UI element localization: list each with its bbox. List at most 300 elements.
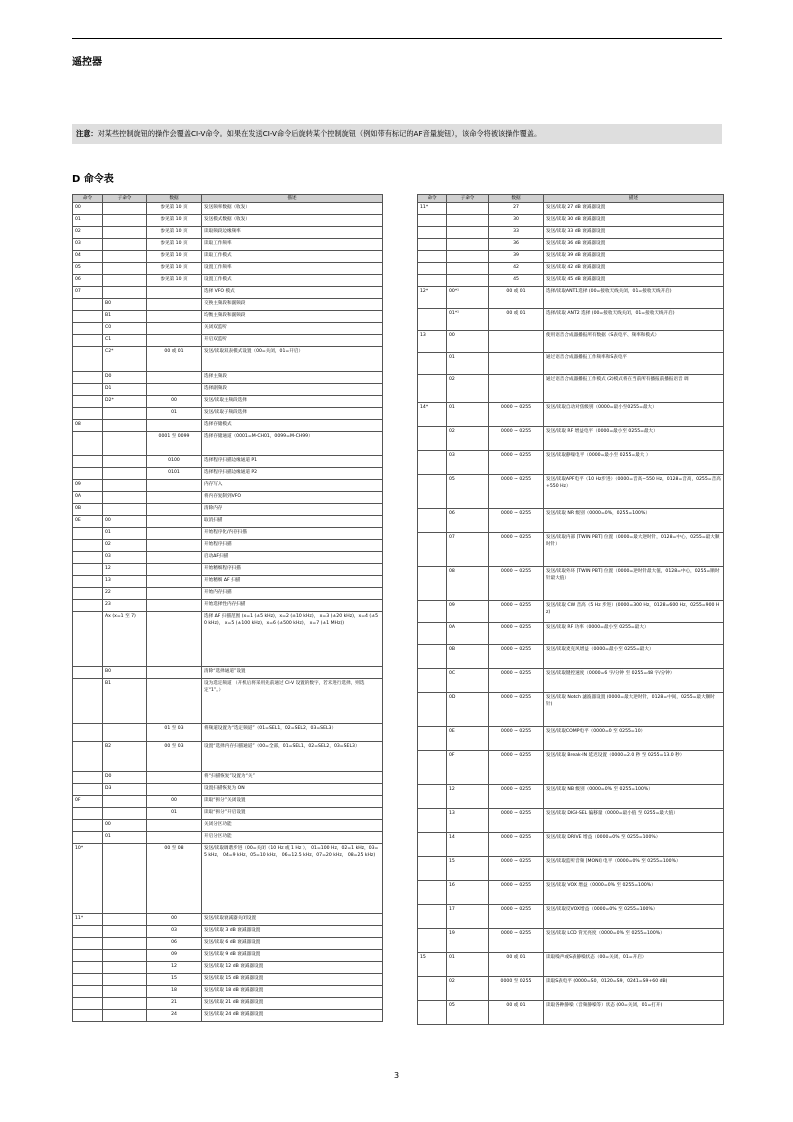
cell-data [147, 600, 202, 612]
cell-data: 0000 至 0255 [489, 977, 544, 1001]
cell-desc: 设置工作频率 [202, 263, 383, 275]
table-row [418, 645, 724, 669]
cell-desc: 交换主频段和副频段 [202, 299, 383, 311]
table-row [418, 809, 724, 833]
cell-desc: 发送模式数据（收发） [202, 215, 383, 227]
table-row [73, 372, 383, 384]
cell-cmd [73, 347, 103, 372]
cell-desc: 开启分区功能 [202, 832, 383, 844]
cell-cmd [73, 938, 103, 950]
cell-data [147, 820, 202, 832]
cell-data [147, 420, 202, 432]
cell-sub [447, 263, 489, 275]
cell-desc: 发送/读取 15 dB 衰减器设置 [202, 974, 383, 986]
cell-cmd: 04 [73, 251, 103, 263]
table-row [73, 227, 383, 239]
cell-data [147, 552, 202, 564]
cell-data: 参见第 10 页 [147, 239, 202, 251]
header-rule [72, 38, 722, 39]
table-row [73, 396, 383, 408]
cell-desc: 发送/读取 RF 功率（0000=最小至 0255=最大） [544, 623, 724, 645]
cell-data: 0000 ~ 0255 [489, 833, 544, 857]
cell-sub [103, 203, 147, 215]
cell-sub [103, 420, 147, 432]
cell-sub [103, 215, 147, 227]
cell-cmd [73, 820, 103, 832]
table-body-right [418, 203, 724, 1025]
cell-data: 0000 ~ 0255 [489, 451, 544, 475]
cell-sub: 01 [103, 528, 147, 540]
cell-cmd: 11* [418, 203, 447, 215]
cell-cmd [73, 962, 103, 974]
cell-data: 0000 ~ 0255 [489, 727, 544, 751]
cell-desc: 清除“选择通道”设置 [202, 667, 383, 679]
table-row [73, 1010, 383, 1022]
cell-sub [103, 950, 147, 962]
cell-cmd [418, 785, 447, 809]
cell-desc: 发送/读取 21 dB 衰减器设置 [202, 998, 383, 1010]
table-row [73, 299, 383, 311]
table-row [73, 287, 383, 299]
cell-data: 0000 ~ 0255 [489, 475, 544, 509]
cell-cmd [73, 372, 103, 384]
cell-data: 18 [147, 986, 202, 998]
note-label: 注意： [76, 129, 98, 138]
table-row [418, 215, 724, 227]
cell-desc: 发送/读取 18 dB 衰减器设置 [202, 986, 383, 998]
cell-cmd [418, 669, 447, 693]
cell-desc: 发送/读取APF电平（10 Hz步进）（0000=音高−550 Hz，0128=音高，0255=音高+550 Hz） [544, 475, 724, 509]
cell-data [147, 576, 202, 588]
col-header-desc: 描述 [544, 195, 724, 203]
table-row [73, 914, 383, 926]
cell-desc: 读取各种静噪（音频静噪等）状态 (00=关闭，01=打开) [544, 1001, 724, 1025]
cell-desc: 发送/读取内部 [TWIN PBT] 位置（0000=最大逆时针，0128=中心，0255=最大顺时针） [544, 533, 724, 567]
cell-desc: 通过语音合成器播报工作模式 (2)模式将在当前所有播报前播报语音 调 [544, 375, 724, 403]
cell-sub [103, 808, 147, 820]
table-row [73, 335, 383, 347]
cell-cmd: 12* [418, 287, 447, 309]
cell-cmd [73, 784, 103, 796]
cell-cmd [418, 809, 447, 833]
cell-sub: 00 [103, 516, 147, 528]
table-row [418, 309, 724, 331]
cell-sub: 08 [447, 567, 489, 601]
cell-desc: 发送/读取自动对焦级别（0000=最小至0255=最大） [544, 403, 724, 427]
cell-data: 01 [147, 808, 202, 820]
page-number: 3 [393, 1071, 400, 1080]
cell-cmd [418, 567, 447, 601]
cell-sub [103, 456, 147, 468]
cell-data [147, 299, 202, 311]
cell-desc: 开始内存扫描 [202, 588, 383, 600]
cell-cmd [418, 275, 447, 287]
table-row [418, 509, 724, 533]
cell-sub: B1 [103, 679, 147, 724]
cell-desc: 开始程序扫描 [202, 540, 383, 552]
cell-sub [103, 227, 147, 239]
cell-desc: 发送/读取 DIGI-SEL 偏移量（0000=最小值 至 0255=最大值） [544, 809, 724, 833]
table-row [418, 287, 724, 309]
cell-cmd [418, 929, 447, 953]
cell-cmd [73, 679, 103, 724]
cell-cmd [73, 832, 103, 844]
col-header-sub: 子命令 [447, 195, 489, 203]
cell-desc: 读取“拆分”关闭设置 [202, 796, 383, 808]
cell-cmd: 0E [73, 516, 103, 528]
cell-desc: 发送/读取 45 dB 衰减器设置 [544, 275, 724, 287]
page-header: 遥控器 [72, 57, 102, 68]
cell-desc: 设置扫描恢复为 ON [202, 784, 383, 796]
cell-data: 33 [489, 227, 544, 239]
cell-sub [103, 504, 147, 516]
table-row [73, 600, 383, 612]
table-row [73, 667, 383, 679]
cell-sub [103, 926, 147, 938]
cell-cmd [73, 926, 103, 938]
cell-cmd [73, 335, 103, 347]
cell-data [147, 323, 202, 335]
cell-sub: B0 [103, 299, 147, 311]
cell-desc: 发送/读取 42 dB 衰减器设置 [544, 263, 724, 275]
table-row [73, 986, 383, 998]
table-row [73, 564, 383, 576]
cell-sub: 16 [447, 881, 489, 905]
cell-cmd [418, 623, 447, 645]
table-row [418, 623, 724, 645]
cell-desc: 发送/读取 24 dB 衰减器设置 [202, 1010, 383, 1022]
cell-data [147, 372, 202, 384]
table-row [73, 552, 383, 564]
cell-desc: 发送/读取衰减器关闭设置 [202, 914, 383, 926]
cell-sub: 00 [447, 331, 489, 353]
cell-cmd [418, 533, 447, 567]
cell-cmd [73, 564, 103, 576]
cell-sub [103, 263, 147, 275]
table-row [418, 203, 724, 215]
cell-cmd [73, 540, 103, 552]
table-row [418, 693, 724, 727]
cell-cmd [73, 1010, 103, 1022]
cell-data: 21 [147, 998, 202, 1010]
cell-desc: 开始程序化/内存扫描 [202, 528, 383, 540]
cell-desc: 发送/读取 NB 级别（0000=0% 至 0255=100%） [544, 785, 724, 809]
cell-data: 00 [147, 796, 202, 808]
cell-data [147, 335, 202, 347]
cell-sub: D1 [103, 384, 147, 396]
cell-cmd: 0B [73, 504, 103, 516]
cell-sub: 01 [447, 403, 489, 427]
cell-sub: 00 [103, 820, 147, 832]
cell-data: 0001 至 0099 [147, 432, 202, 456]
cell-sub [447, 203, 489, 215]
cell-sub [103, 468, 147, 480]
cell-desc: 发送/读取静噪电平（0000=最小至 0255=最大 ） [544, 451, 724, 475]
table-row [73, 742, 383, 772]
cell-sub: D2* [103, 396, 147, 408]
cell-desc: 发送/读取主频段选择 [202, 396, 383, 408]
cell-data [147, 492, 202, 504]
table-row [418, 275, 724, 287]
cell-desc: 选择 VFO 模式 [202, 287, 383, 299]
cell-desc: 发送/读取反VOX增益（0000=0% 至 0255=100%） [544, 905, 724, 929]
cell-desc: 将“扫描恢复”设置为“关” [202, 772, 383, 784]
cell-sub [103, 724, 147, 742]
cell-desc: 发送/读取 27 dB 衰减器设置 [544, 203, 724, 215]
section-title: D 命令表 [72, 174, 114, 185]
cell-data: 00 或 01 [489, 309, 544, 331]
cell-sub: B1 [103, 311, 147, 323]
cell-cmd [418, 751, 447, 785]
cell-sub: 0B [447, 645, 489, 669]
cell-data: 01 至 03 [147, 724, 202, 742]
cell-sub: 0F [447, 751, 489, 785]
cell-sub [103, 251, 147, 263]
cell-data: 12 [147, 962, 202, 974]
cell-data [489, 375, 544, 403]
cell-sub: C2* [103, 347, 147, 372]
cell-data: 00 或 01 [489, 1001, 544, 1025]
cell-desc: 选择程序扫描边缘通道 P2 [202, 468, 383, 480]
col-header-cmd: 命令 [73, 195, 103, 203]
cell-cmd: 00 [73, 203, 103, 215]
cell-desc: 使用语音合成器播报所有数据（S表电平、频率和模式） [544, 331, 724, 353]
cell-cmd: 10* [73, 844, 103, 914]
command-table-left [72, 194, 383, 1022]
cell-sub [103, 1010, 147, 1022]
cell-data: 0101 [147, 468, 202, 480]
cell-sub [447, 227, 489, 239]
cell-data: 39 [489, 251, 544, 263]
table-row [418, 331, 724, 353]
cell-desc: 读取工作频率 [202, 239, 383, 251]
cell-cmd: 05 [73, 263, 103, 275]
cell-cmd [73, 528, 103, 540]
cell-desc: 发送/读取 CW 音高（5 Hz 步进）(0000=300 Hz，0128=600 Hz，0255=900 Hz) [544, 601, 724, 623]
cell-sub: B0 [103, 667, 147, 679]
table-row [73, 432, 383, 456]
cell-sub [103, 480, 147, 492]
cell-cmd [418, 353, 447, 375]
col-header-data: 数据 [489, 195, 544, 203]
cell-sub: 05 [447, 475, 489, 509]
cell-sub: 12 [447, 785, 489, 809]
table-row [73, 215, 383, 227]
table-row [73, 311, 383, 323]
cell-data: 00 [147, 396, 202, 408]
cell-data [147, 564, 202, 576]
cell-desc: 发送/读取 NR 级别（0000=0%，0255=100%） [544, 509, 724, 533]
cell-data [147, 504, 202, 516]
table-row [73, 504, 383, 516]
cell-cmd [73, 552, 103, 564]
cell-data [147, 311, 202, 323]
cell-desc: 将频道设置为“选定频道”（01=SEL1，02=SEL2，03=SEL3） [202, 724, 383, 742]
table-row [73, 998, 383, 1010]
table-row [418, 475, 724, 509]
cell-cmd [73, 600, 103, 612]
cell-data: 30 [489, 215, 544, 227]
cell-cmd [418, 645, 447, 669]
cell-desc: 均衡主频段和副频段 [202, 311, 383, 323]
cell-desc: 选择程序扫描边缘通道 P1 [202, 456, 383, 468]
cell-sub [103, 914, 147, 926]
note-text: 对某些控制旋钮的操作会覆盖CI-V命令。如果在发送CI-V命令后旋转某个控制旋钮（例如带有标记的AF音量旋钮），该命令将被该操作覆盖。 [97, 129, 542, 138]
table-row [73, 408, 383, 420]
cell-data: 0000 ~ 0255 [489, 905, 544, 929]
cell-data: 0000 ~ 0255 [489, 881, 544, 905]
cell-data: 0000 ~ 0255 [489, 427, 544, 451]
cell-desc: 发送/读取麦克风增益（0000=最小至 0255=最大） [544, 645, 724, 669]
table-row [73, 784, 383, 796]
cell-desc: 发送/读取 12 dB 衰减器设置 [202, 962, 383, 974]
cell-cmd [418, 215, 447, 227]
cell-sub [103, 492, 147, 504]
cell-desc: 开启双监听 [202, 335, 383, 347]
table-row [418, 263, 724, 275]
cell-data [147, 679, 202, 724]
cell-data [147, 832, 202, 844]
cell-cmd [73, 974, 103, 986]
cell-data: 参见第 10 页 [147, 263, 202, 275]
cell-cmd [73, 986, 103, 998]
cell-cmd [73, 576, 103, 588]
cell-data: 参见第 10 页 [147, 251, 202, 263]
table-row [73, 576, 383, 588]
table-row [418, 727, 724, 751]
table-row [73, 962, 383, 974]
cell-cmd [73, 384, 103, 396]
cell-desc: 发送/读取双表模式设置（00=关闭，01=开启） [202, 347, 383, 372]
cell-sub: 06 [447, 509, 489, 533]
cell-desc: 发送/读取 Notch 滤波器设置 (0000=最大逆时针，0128=中间，0255=最大顺时针) [544, 693, 724, 727]
table-row [73, 679, 383, 724]
col-header-desc: 描述 [202, 195, 383, 203]
cell-desc: 发送频率数据（收发） [202, 203, 383, 215]
cell-data: 0000 ~ 0255 [489, 623, 544, 645]
table-row [73, 938, 383, 950]
table-row [73, 832, 383, 844]
cell-data [147, 784, 202, 796]
cell-cmd [73, 998, 103, 1010]
cell-desc: 选择副频段 [202, 384, 383, 396]
cell-cmd: 0A [73, 492, 103, 504]
cell-sub: 01*¹ [447, 309, 489, 331]
cell-data: 00 [147, 914, 202, 926]
cell-sub: 02 [447, 375, 489, 403]
cell-sub: Ax (x=1 至 7) [103, 612, 147, 667]
cell-desc: 发送/读取 VOX 增益（0000=0% 至 0255=100%） [544, 881, 724, 905]
cell-sub: D3 [103, 784, 147, 796]
cell-cmd: 0F [73, 796, 103, 808]
table-row [73, 974, 383, 986]
cell-sub: D0 [103, 772, 147, 784]
cell-cmd [73, 588, 103, 600]
note-banner [72, 124, 722, 144]
table-row [73, 588, 383, 600]
table-row [73, 926, 383, 938]
cell-data: 42 [489, 263, 544, 275]
cell-data: 0000 ~ 0255 [489, 751, 544, 785]
cell-data: 09 [147, 950, 202, 962]
cell-desc: 发送/读取 DRIVE 增益（0000=0% 至 0255=100%） [544, 833, 724, 857]
cell-data: 36 [489, 239, 544, 251]
cell-desc: 选择/读取 ANT2 选择 (00=接收天线关闭，01=接收天线开启) [544, 309, 724, 331]
table-row [73, 239, 383, 251]
cell-cmd: 03 [73, 239, 103, 251]
cell-cmd: 06 [73, 275, 103, 287]
cell-cmd [418, 251, 447, 263]
cell-desc: 发送/读取监听音频 [MONI] 电平（0000=0% 至 0255=100%） [544, 857, 724, 881]
cell-desc: 开始精细程序扫描 [202, 564, 383, 576]
col-header-cmd: 命令 [418, 195, 447, 203]
cell-desc: 设置工作模式 [202, 275, 383, 287]
table-row [73, 820, 383, 832]
cell-data: 0000 ~ 0255 [489, 785, 544, 809]
table-row [73, 480, 383, 492]
cell-sub: 01 [447, 353, 489, 375]
cell-sub: 0C [447, 669, 489, 693]
cell-desc: 选择存储模式 [202, 420, 383, 432]
cell-desc: 开始选择性内存扫描 [202, 600, 383, 612]
cell-cmd: 02 [73, 227, 103, 239]
cell-desc: 选择主频段 [202, 372, 383, 384]
cell-desc: 清除内存 [202, 504, 383, 516]
cell-sub: 02 [447, 977, 489, 1001]
cell-cmd: 15 [418, 953, 447, 977]
cell-data: 45 [489, 275, 544, 287]
cell-sub [103, 239, 147, 251]
table-row [418, 929, 724, 953]
cell-cmd [418, 727, 447, 751]
cell-desc: 开始精细 ΔF 扫描 [202, 576, 383, 588]
cell-sub: 0A [447, 623, 489, 645]
cell-desc: 关闭双监听 [202, 323, 383, 335]
cell-desc: 读取频段边缘频率 [202, 227, 383, 239]
cell-sub [103, 938, 147, 950]
cell-cmd [418, 427, 447, 451]
table-row [418, 567, 724, 601]
cell-sub: 0D [447, 693, 489, 727]
cell-data [147, 667, 202, 679]
cell-sub [103, 962, 147, 974]
table-row [418, 227, 724, 239]
table-row [418, 239, 724, 251]
cell-cmd [73, 724, 103, 742]
cell-cmd [73, 950, 103, 962]
cell-cmd [418, 227, 447, 239]
cell-cmd [418, 693, 447, 727]
table-row [73, 384, 383, 396]
table-row [418, 427, 724, 451]
cell-data [147, 588, 202, 600]
cell-data: 参见第 10 页 [147, 275, 202, 287]
cell-sub: 02 [447, 427, 489, 451]
cell-desc: 关闭分区功能 [202, 820, 383, 832]
col-header-data: 数据 [147, 195, 202, 203]
cell-data: 27 [489, 203, 544, 215]
table-row [418, 669, 724, 693]
cell-desc: 取消扫描 [202, 516, 383, 528]
cell-sub: 13 [103, 576, 147, 588]
cell-sub: 02 [103, 540, 147, 552]
cell-cmd [73, 808, 103, 820]
table-row [73, 724, 383, 742]
cell-desc: 发送/读取 3 dB 衰减器设置 [202, 926, 383, 938]
table-row [418, 953, 724, 977]
cell-data: 03 [147, 926, 202, 938]
cell-cmd [73, 432, 103, 456]
